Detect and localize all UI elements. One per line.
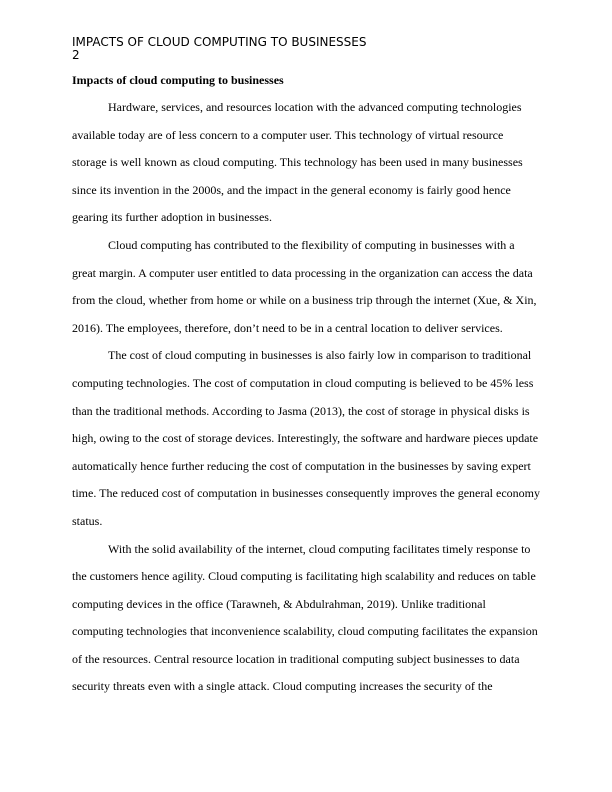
paragraph-agility-scalability: With the solid availability of the internet, cloud computing facilitates timely response to the customers hence agility. Cloud computing is facilitating high scalability and reduces on table computing devices in the office (Tarawneh, & Abdulrahman, 2019). Unlike traditional computing technologies that inconvenience scalability, cloud computing facilitates the expansion of the resources. Central resource location in traditional computing subject businesses to data security threats even with a single attack. Cloud computing increases the security of the bbox=[72, 541, 538, 694]
section-heading: Impacts of cloud computing to businesses bbox=[72, 73, 284, 87]
paragraph-flexibility: Cloud computing has contributed to the flexibility of computing in businesses with a great margin. A computer user entitled to data processing in the organization can access the data from the cloud, whether from home or while on a business trip through the internet (Xue, & Xin, 2016). The employees, therefore, don’t need to be in a central location to deliver services. bbox=[72, 237, 537, 335]
paragraph-cost: The cost of cloud computing in businesses is also fairly low in comparison to traditional computing technologies. The cost of computation in cloud computing is believed to be 45% less than the traditional methods. According to Jasma (2013), the cost of storage in physical disks is high, owing to the cost of storage devices. Interestingly, the software and hardware pieces update automatically hence further reducing the cost of computation in the businesses by saving expert time. The reduced cost of computation in businesses consequently improves the general economy status. bbox=[72, 348, 540, 528]
document-body bbox=[72, 72, 540, 701]
running-header bbox=[72, 36, 367, 62]
running-title: IMPACTS OF CLOUD COMPUTING TO BUSINESSES bbox=[72, 35, 367, 49]
paragraph-hardware-services: Hardware, services, and resources location with the advanced computing technologies available today are of less concern to a computer user. This technology of virtual resource storage is well known as cloud computing. This technology has been used in many businesses since its invention in the 2000s, and the impact in the general economy is fairly good hence gearing its further adoption in businesses. bbox=[72, 100, 523, 225]
page-number: 2 bbox=[72, 48, 80, 62]
